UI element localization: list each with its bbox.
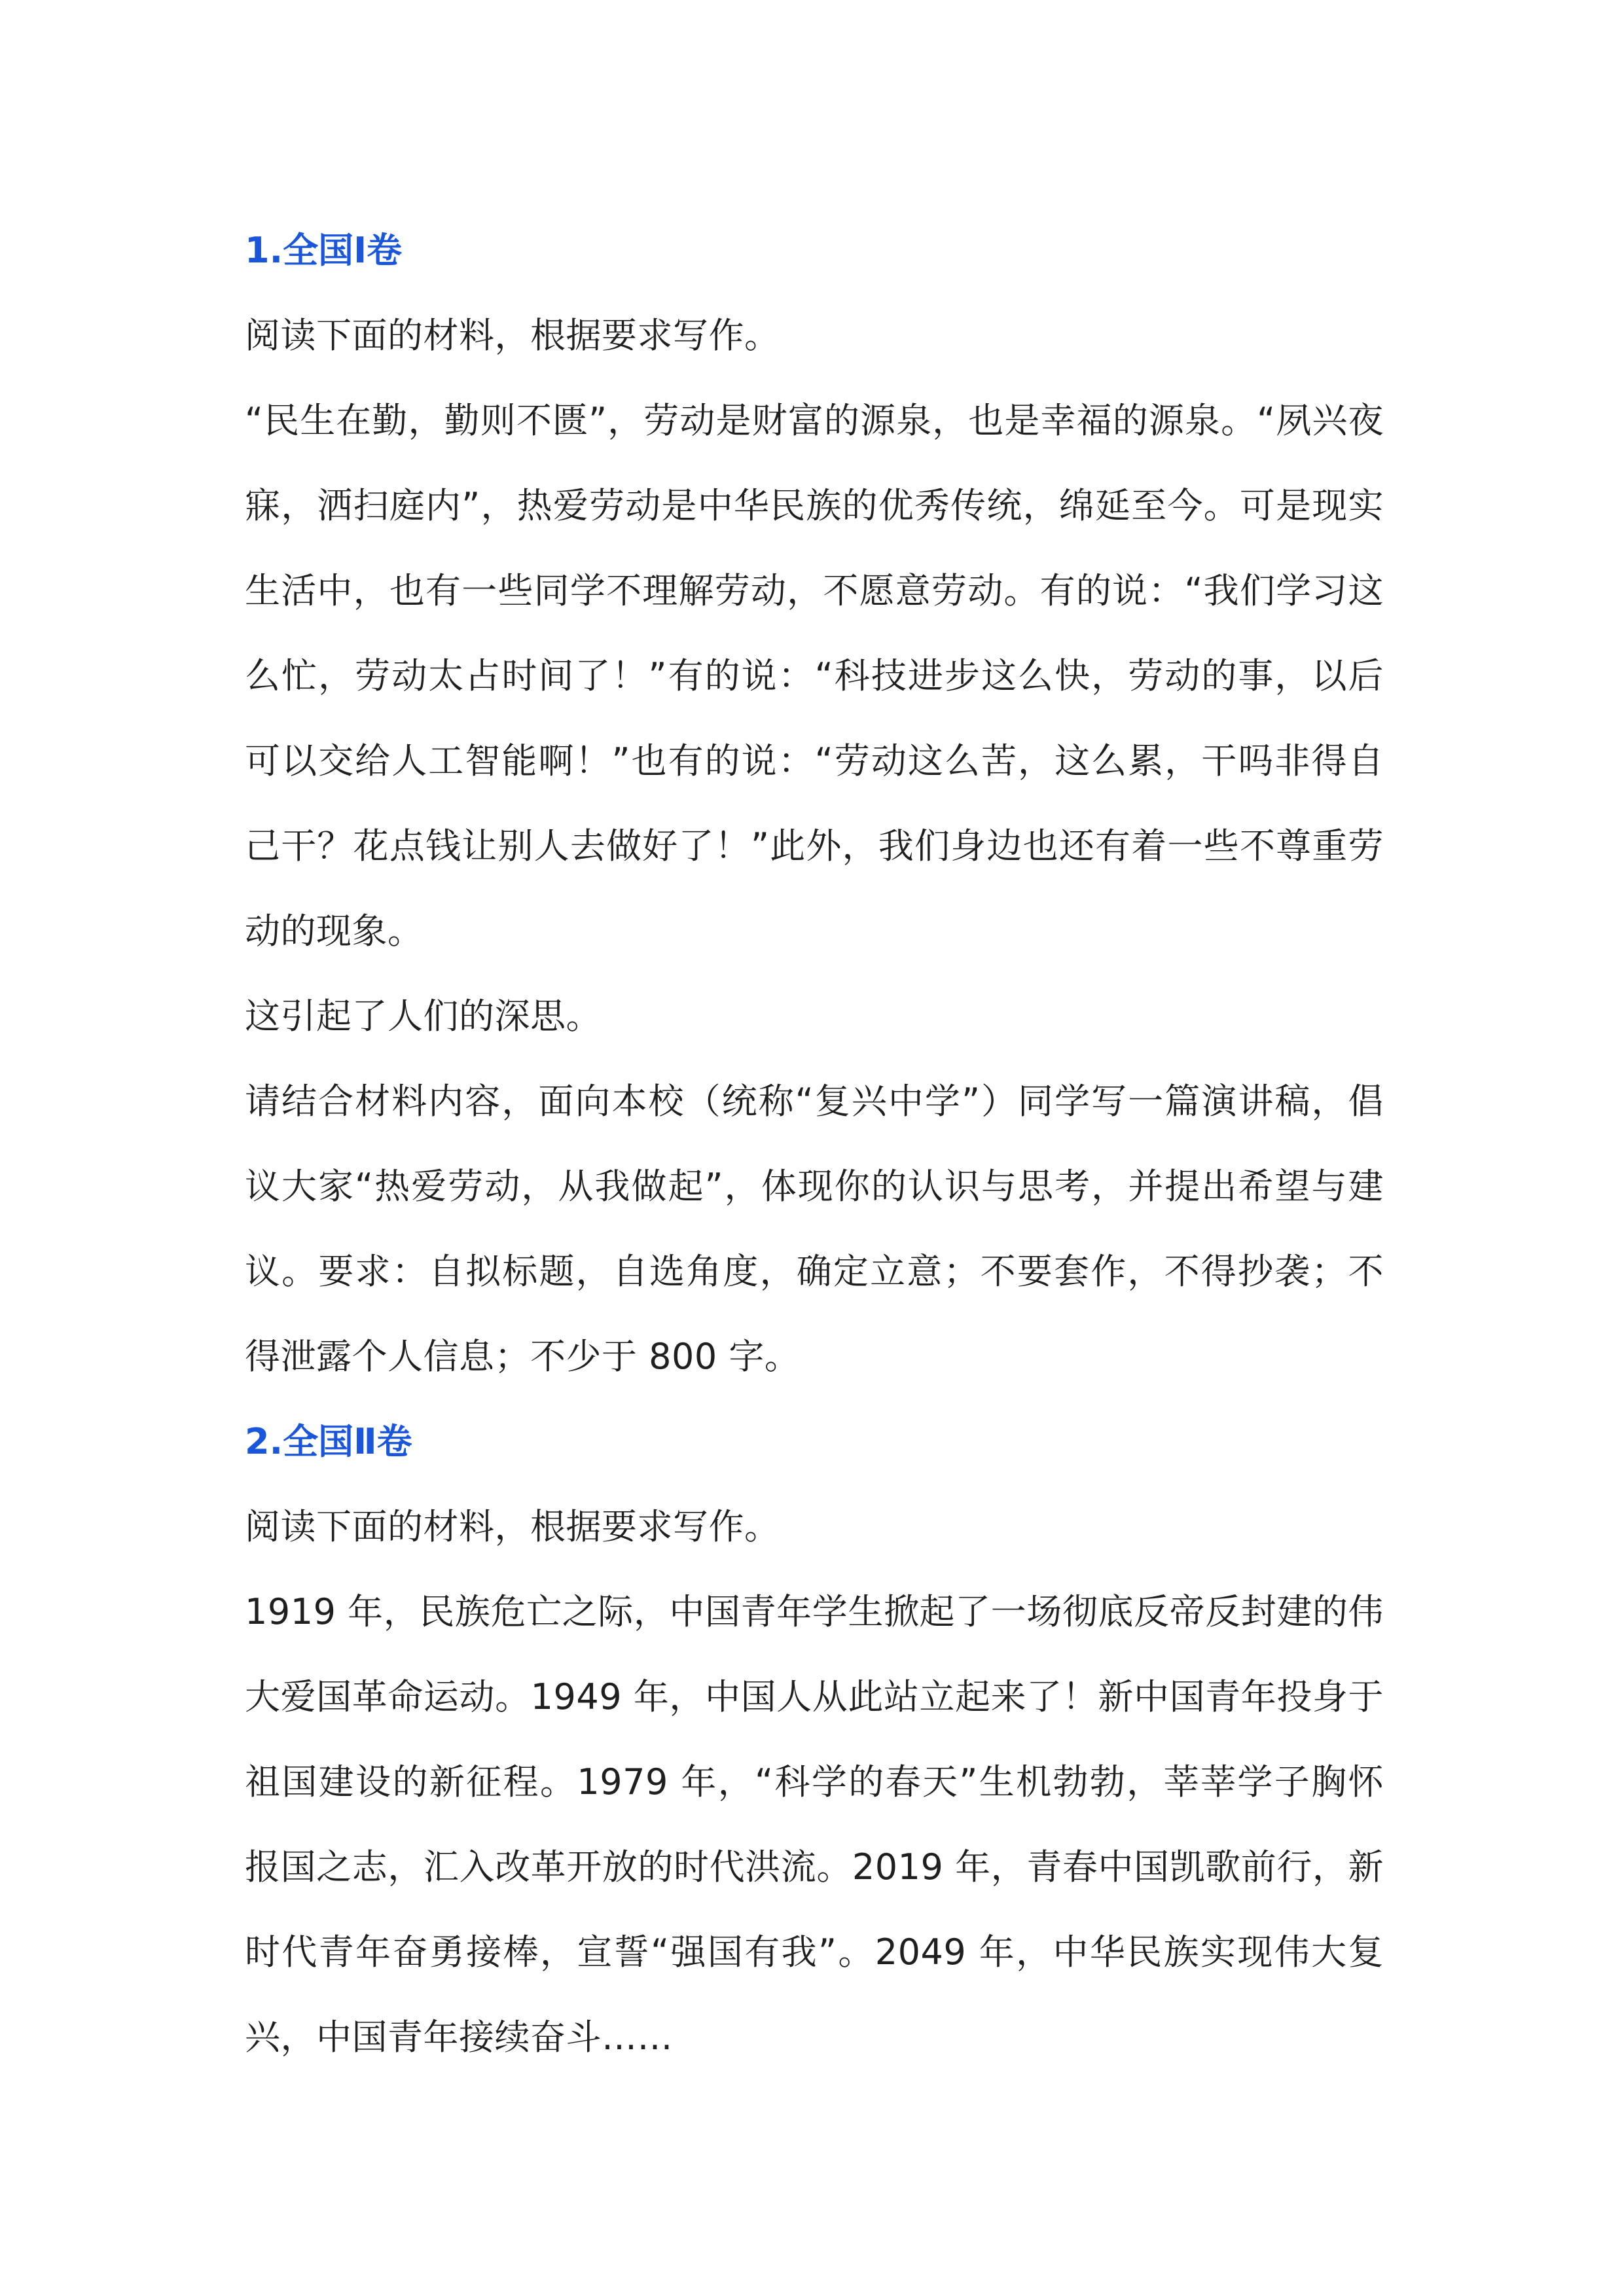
section-heading: 1.全国Ⅰ卷 [245,230,403,271]
paragraph: 阅读下面的材料，根据要求写作。 [245,315,780,356]
paragraph: 请结合材料内容，面向本校（统称“复兴中学”）同学写一篇演讲稿，倡议大家“热爱劳动，从我做起”，体现你的认识与思考，并提出希望与建议。要求：自拟标题，自选角度，确定立意；不要套作，不得抄袭；不得泄露个人信息；不少于 800 字。 [245,1081,1384,1377]
section-heading: 2.全国Ⅱ卷 [245,1421,412,1462]
document-page [245,208,1384,2080]
paragraph: “民生在勤，勤则不匮”，劳动是财富的源泉，也是幸福的源泉。“夙兴夜寐，洒扫庭内”，热爱劳动是中华民族的优秀传统，绵延至今。可是现实生活中，也有一些同学不理解劳动，不愿意劳动。有的说：“我们学习这么忙，劳动太占时间了！”有的说：“科技进步这么快，劳动的事，以后可以交给人工智能啊！”也有的说：“劳动这么苦，这么累，干吗非得自己干？花点钱让别人去做好了！”此外，我们身边也还有着一些不尊重劳动的现象。 [245,400,1384,952]
paragraph: 这引起了人们的深思。 [245,996,602,1037]
paragraph: 阅读下面的材料，根据要求写作。 [245,1506,780,1547]
paragraph: 1919 年，民族危亡之际，中国青年学生掀起了一场彻底反帝反封建的伟大爱国革命运动。1949 年，中国人从此站立起来了！新中国青年投身于祖国建设的新征程。1979 年，“科学的春天”生机勃勃，莘莘学子胸怀报国之志，汇入改革开放的时代洪流。2019 年，青春中国凯歌前行，新时代青年奋勇接棒，宣誓“强国有我”。2049 年，中华民族实现伟大复兴，中国青年接续奋斗…… [245,1591,1384,2058]
